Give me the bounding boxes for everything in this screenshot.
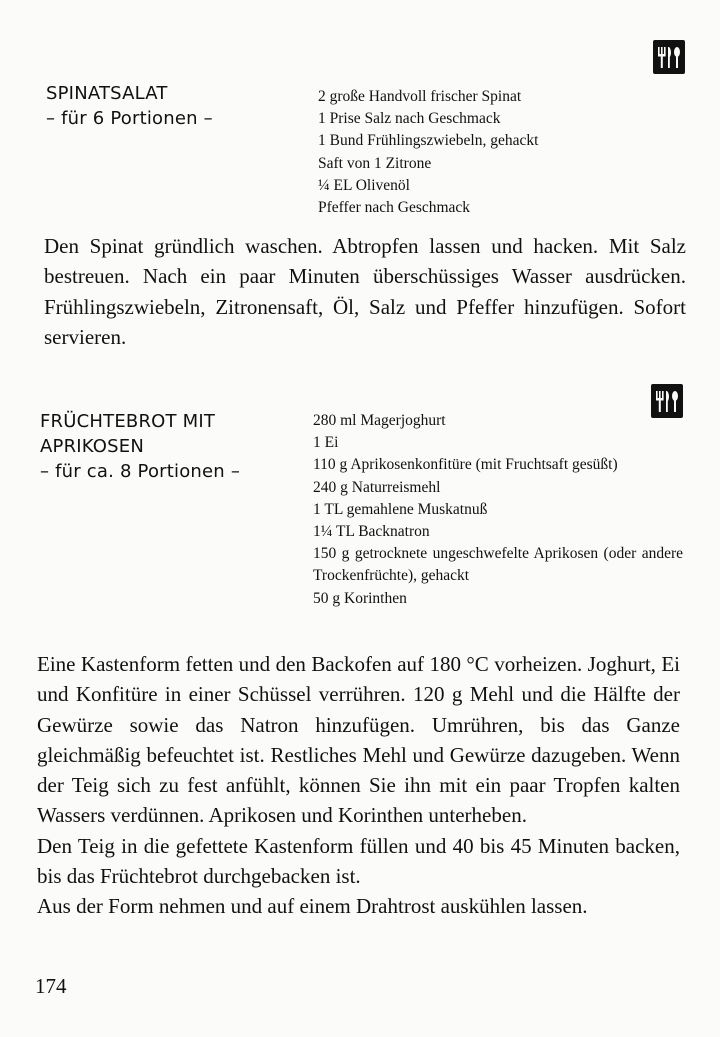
ingredient-item: 1¼ TL Backnatron (313, 523, 430, 541)
recipe-title (46, 81, 213, 131)
title-line: SPINATSALAT (46, 83, 168, 104)
instruction-paragraph: Aus der Form nehmen und auf einem Drahtrost auskühlen lassen. (37, 894, 588, 919)
ingredient-item: Pfeffer nach Geschmack (318, 199, 471, 217)
recipe-instructions (44, 231, 686, 352)
title-line: – für ca. 8 Portionen – (40, 461, 241, 482)
ingredient-item: 1 Ei (313, 434, 339, 452)
ingredient-list (313, 410, 683, 610)
ingredient-item: 2 große Handvoll frischer Spinat (318, 88, 522, 105)
title-line: FRÜCHTEBROT MIT (40, 411, 216, 432)
ingredient-item: ¼ EL Olivenöl (318, 176, 410, 194)
ingredient-item: 150 g getrocknete ungeschwefelte Aprikosen (oder andere Trockenfrüchte), gehackt (313, 545, 683, 585)
ingredient-list (318, 86, 688, 219)
cutlery-icon (653, 40, 685, 74)
instruction-paragraph: Den Spinat gründlich waschen. Abtropfen lassen und hacken. Mit Salz bestreuen. Nach ein paar Minuten überschüssiges Wasser ausdrücken. Frühlingszwiebeln, Zitronensaft, Öl, Salz und Pfeffer hinzufügen. Sofort servieren. (44, 234, 686, 349)
recipe-instructions (37, 649, 680, 922)
ingredient-item: 110 g Aprikosenkonfitüre (mit Fruchtsaft gesüßt) (313, 456, 618, 474)
instruction-paragraph: Eine Kastenform fetten und den Backofen auf 180 °C vorheizen. Joghurt, Ei und Konfitüre in einer Schüssel verrühren. 120 g Mehl und die Hälfte der Gewürze sowie das Natron hinzufügen. Umrühren, bis das Ganze gleichmäßig befeuchtet ist. Restliches Mehl und Gewürze dazugeben. Wenn der Teig sich zu fest anfühlt, können Sie ihn mit ein paar Tropfen kalten Wassers verdünnen. Aprikosen und Korinthen unterheben. (37, 652, 680, 828)
ingredient-item: 1 Bund Frühlingszwiebeln, gehackt (318, 132, 539, 150)
page-number: 174 (35, 974, 67, 998)
instruction-paragraph: Den Teig in die gefettete Kastenform füllen und 40 bis 45 Minuten backen, bis das Früchtebrot durchgebacken ist. (37, 833, 680, 889)
title-line: – für 6 Portionen – (46, 108, 213, 129)
ingredient-item: 280 ml Magerjoghurt (313, 412, 446, 429)
ingredient-item: 50 g Korinthen (313, 589, 407, 607)
title-line: APRIKOSEN (40, 436, 145, 457)
ingredient-item: 240 g Naturreismehl (313, 478, 441, 496)
ingredient-item: 1 TL gemahlene Muskatnuß (313, 500, 488, 518)
ingredient-item: 1 Prise Salz nach Geschmack (318, 110, 501, 128)
ingredient-item: Saft von 1 Zitrone (318, 154, 432, 172)
recipe-title (40, 409, 240, 484)
